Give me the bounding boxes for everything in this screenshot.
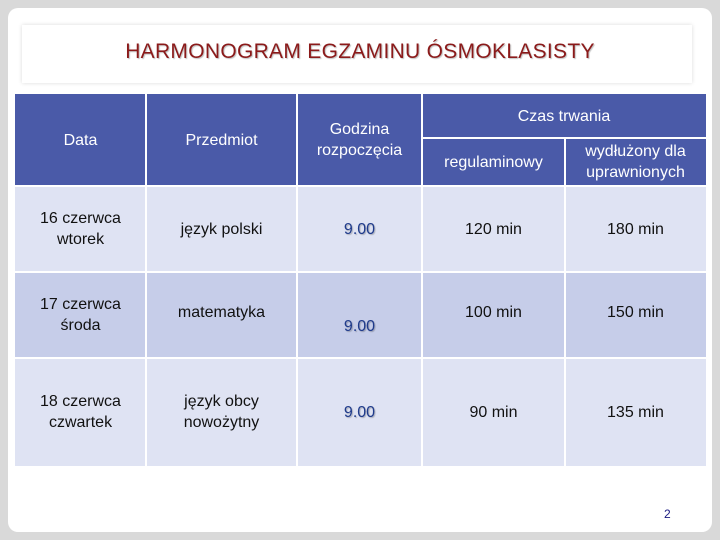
page-number: 2 (664, 507, 671, 521)
header-subject: Przedmiot (185, 131, 258, 149)
header-duration: Czas trwania (517, 107, 611, 125)
header-start-time: Godzina rozpoczęcia (316, 121, 403, 159)
grid-line (421, 94, 423, 466)
cell-extended: 150 min (607, 303, 664, 321)
grid-line (421, 137, 706, 139)
cell-date: 18 czerwca czwartek (40, 393, 121, 431)
cell-regular: 100 min (465, 303, 522, 321)
grid-line (15, 185, 706, 187)
header-date: Data (63, 131, 98, 149)
cell-subject: język polski (180, 220, 263, 238)
cell-regular: 90 min (469, 403, 518, 421)
cell-date: 16 czerwca wtorek (40, 210, 121, 248)
cell-subject: matematyka (177, 303, 266, 321)
cell-time: 9.00 (343, 403, 376, 421)
grid-line (15, 357, 706, 359)
cell-date: 17 czerwca środa (40, 296, 121, 334)
cell-subject: język obcy nowożytny (183, 393, 260, 431)
page-title: HARMONOGRAM EGZAMINU ÓSMOKLASISTY (125, 40, 595, 63)
cell-extended: 180 min (607, 220, 664, 238)
header-extended: wydłużony dla uprawnionych (585, 143, 686, 181)
cell-regular: 120 min (465, 220, 522, 238)
grid-line (145, 94, 147, 466)
cell-extended: 135 min (607, 403, 664, 421)
header-regular: regulaminowy (444, 153, 543, 171)
grid-line (15, 271, 706, 273)
schedule-table (15, 94, 706, 466)
cell-time: 9.00 (343, 317, 376, 335)
grid-line (296, 94, 298, 466)
cell-time: 9.00 (343, 220, 376, 238)
